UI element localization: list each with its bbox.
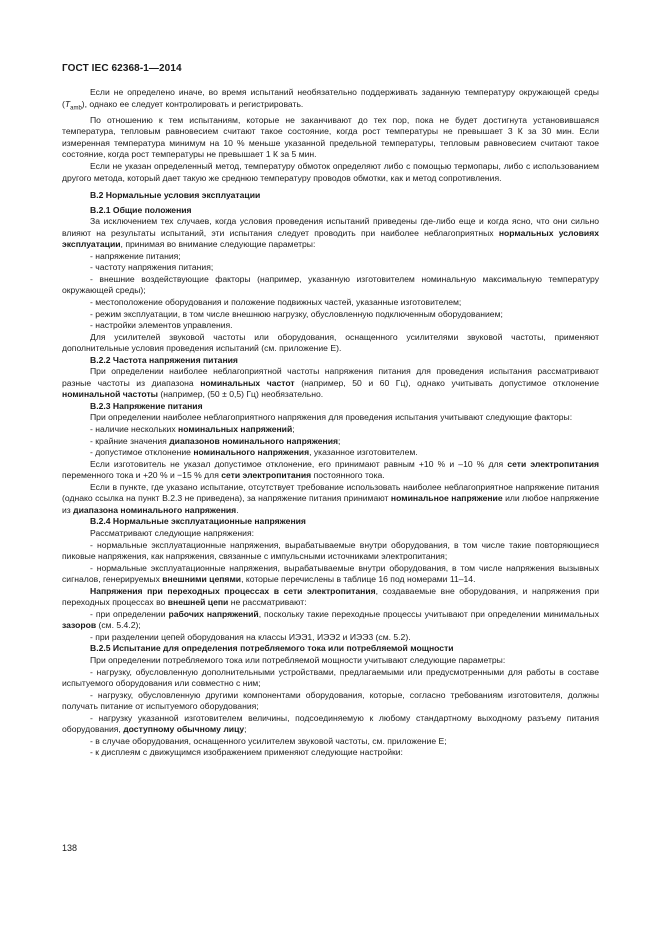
- list-item: - напряжение питания;: [90, 250, 181, 261]
- list-item: - к дисплеям с движущимся изображением применяют следующие настройки:: [90, 747, 403, 758]
- list-item: - режим эксплуатации, в том числе внешнюю нагрузку, обусловленную подключенным оборудованием;: [90, 308, 503, 319]
- paragraph: Если изготовитель не указал допустимое отклонение, его принимают равным +10 % и –10 % для сети электропитания переменного тока и +20 % и −15 % для сети электропитания постоянного тока.: [62, 458, 599, 481]
- list-item: - местоположение оборудования и положение подвижных частей, указанные изготовителем;: [90, 297, 462, 308]
- list-item: - нагрузку, обусловленную другими компонентами оборудования, которые, согласно требованиям изготовителя, должны получать питание от испытуемого оборудования;: [62, 689, 599, 712]
- paragraph: Если не определено иначе, во время испытаний необязательно поддерживать заданную температуру окружающей среды $(T_{amb})$, однако ее следует контролировать и регистрировать.: [62, 87, 599, 112]
- list-item: - крайние значения диапазонов номинального напряжения;: [90, 435, 341, 446]
- section-heading: В.2.5 Испытание для определения потребляемого тока или потребляемой мощности: [90, 643, 454, 654]
- paragraph: При определении наиболее неблагоприятной частоты напряжения питания для проведения испытания рассматривают разные частоты из диапазона номинальных частот (например, 50 и 60 Гц), однако учитывать допустимое отклонение номинальной частоты (например, (50 ± 0,5) Гц) необязательно.: [62, 366, 600, 400]
- list-item: - настройки элементов управления.: [90, 320, 233, 331]
- list-item: - при определении рабочих напряжений, поскольку такие переходные процессы учитывают при определении минимальных зазоров (см. 5.4.2);: [62, 608, 600, 631]
- paragraph: За исключением тех случаев, когда условия проведения испытаний приведены где-либо еще и когда ясно, что они сильно влияют на результаты испытаний, эти испытания следует проводить при наиболее неблагоприятных нормальных условиях эксплуатации, принимая во внимание следующие параметры:: [62, 216, 599, 250]
- section-heading: В.2.4 Нормальные эксплуатационные напряжения: [90, 516, 306, 527]
- list-item: - нормальные эксплуатационные напряжения, вырабатываемые внутри оборудования, в том числе такие повторяющиеся пиковые напряжения, как напряжения, связанные с импульсными источниками электропитания;: [62, 539, 599, 562]
- paragraph: Если в пункте, где указано испытание, отсутствует требование использовать наиболее неблагоприятное напряжение питания (однако ссылка на пункт В.2.3 не приведена), за напряжение питания принимают номинальное напряжение или любое напряжение из диапазона номинального напряжения.: [62, 481, 599, 515]
- list-item: - допустимое отклонение номинального напряжения, указанное изготовителем.: [90, 447, 418, 458]
- page-content: [62, 87, 599, 759]
- page-number: 138: [62, 843, 78, 853]
- paragraph: При определении потребляемого тока или потребляемой мощности учитывают следующие параметры:: [90, 654, 506, 665]
- list-item: - нормальные эксплуатационные напряжения, вырабатываемые внутри оборудования, в том числе напряжения вызывных сигналов, генерируемых внешними цепями, которые перечислены в таблице 16 под номерами 11–14.: [62, 562, 599, 585]
- paragraph: При определении наиболее неблагоприятного напряжения для проведения испытания учитывают следующие факторы:: [90, 412, 573, 423]
- paragraph: Напряжения при переходных процессах в сети электропитания, создаваемые вне оборудования, и напряжения при переходных процессах во внешней цепи не рассматривают:: [62, 585, 600, 608]
- list-item: - при разделении цепей оборудования на классы ИЭЭ1, ИЭЭ2 и ИЭЭ3 (см. 5.2).: [90, 631, 411, 642]
- section-heading: В.2 Нормальные условия эксплуатации: [90, 190, 261, 201]
- section-heading: В.2.3 Напряжение питания: [90, 400, 203, 411]
- list-item: - нагрузку указанной изготовителем величины, подсоединяемую к любому стандартному выходному разъему питания оборудования, доступному обычному лицу;: [62, 712, 599, 735]
- list-item: - нагрузку, обусловленную дополнительными устройствами, предлагаемыми или предусмотренными для работы в составе испытуемого оборудования или совместно с ним;: [62, 666, 599, 689]
- list-item: - внешние воздействующие факторы (например, указанную изготовителем номинальную максимальную температуру окружающей среды);: [62, 273, 599, 296]
- paragraph: Для усилителей звуковой частоты или оборудования, оснащенного усилителями звуковой частоты, применяют дополнительные условия проведения испытаний (см. приложение Е).: [62, 331, 599, 354]
- list-item: - в случае оборудования, оснащенного усилителем звуковой частоты, см. приложение Е;: [90, 735, 447, 746]
- paragraph: Рассматривают следующие напряжения:: [90, 527, 254, 538]
- list-item: - частоту напряжения питания;: [90, 262, 214, 273]
- document-title: ГОСТ IEC 62368-1—2014: [62, 63, 182, 74]
- paragraph: По отношению к тем испытаниям, которые не заканчивают до тех пор, пока не будет достигнута установившаяся температура, тепловым равновесием считают такое состояние, когда рост температуры не превышает 3 К за 30 мин. Если измеренная температура минимум на 10 % меньше указанной предельной температуры, тепловым равновесием считают такое состояние, когда рост температуры не превышает 1 К за 5 мин.: [62, 114, 599, 160]
- list-item: - наличие нескольких номинальных напряжений;: [90, 424, 295, 435]
- section-heading: В.2.2 Частота напряжения питания: [90, 354, 238, 365]
- section-heading: В.2.1 Общие положения: [90, 204, 192, 215]
- paragraph: Если не указан определенный метод, температуру обмоток определяют либо с помощью термопары, либо с использованием другого метода, который дает такую же среднюю температуру проводов обмотки, как и метод сопротивления.: [62, 161, 599, 183]
